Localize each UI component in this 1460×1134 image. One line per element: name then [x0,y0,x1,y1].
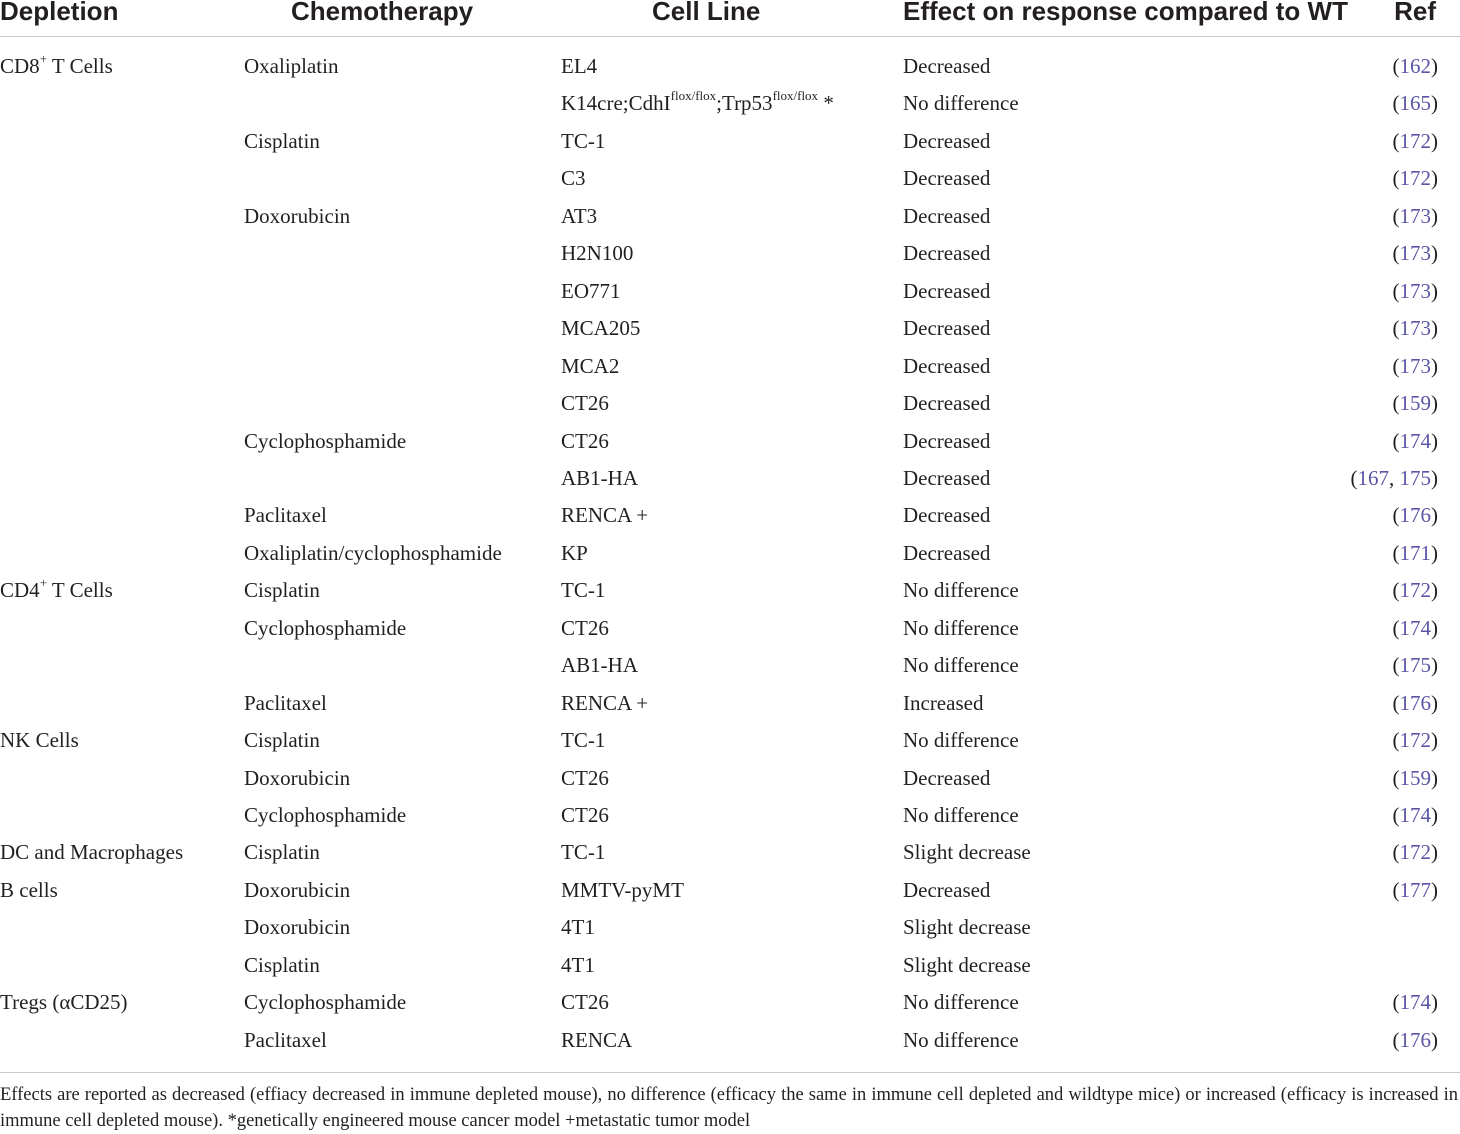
effect-cell [903,797,1019,834]
effect-cell [903,572,1019,609]
table-row [0,160,1460,197]
chemotherapy-cell [244,947,320,984]
effect-text: Decreased [903,465,991,490]
ref-cell: (173) [1392,316,1438,341]
cell-line-text-mid: ;Trp53 [716,91,773,116]
chemotherapy-text: Oxaliplatin/cyclophosphamide [244,540,502,565]
cell-line-cell [561,385,609,422]
reference-link[interactable]: 173 [1399,203,1431,228]
reference-link[interactable]: 159 [1399,765,1431,790]
cell-line-text: EL4 [561,54,598,78]
depletion-text: NK Cells [0,728,79,753]
ref-cell: (173) [1392,241,1438,266]
effect-cell [903,1022,1019,1059]
reference-link[interactable]: 176 [1399,690,1431,715]
cell-line-text: MCA205 [561,316,641,341]
ref-cell: (174) [1392,428,1438,453]
ref-cell: (175) [1392,653,1438,678]
depletion-cell [0,984,128,1021]
cell-line-text: CT26 [561,990,609,1015]
table-row [0,984,1460,1021]
chemotherapy-cell [244,722,320,759]
cell-line-text: AB1-HA [561,653,638,678]
effect-cell [903,235,990,272]
reference-link[interactable]: 174 [1399,428,1431,453]
table-row [0,48,1460,85]
effect-cell [903,647,1019,684]
table-row [0,797,1460,834]
cell-line-text: TC-1 [561,840,606,865]
effect-text: Decreased [903,278,991,303]
effect-cell [903,834,1031,871]
chemotherapy-cell [244,535,502,572]
cell-line-cell [561,348,619,385]
effect-cell [903,385,990,422]
depletion-superscript: + [39,51,48,66]
cell-line-cell [561,160,586,197]
chemotherapy-cell [244,48,338,85]
chemotherapy-text: Paclitaxel [244,690,327,715]
depletion-suffix: T Cells [47,578,113,603]
effect-cell [903,48,990,85]
chemotherapy-cell [244,760,350,797]
reference-link[interactable]: 174 [1399,990,1431,1015]
effect-cell [903,160,990,197]
effect-cell [903,460,990,497]
effect-cell [903,123,990,160]
table-row [0,685,1460,722]
effect-text: Decreased [903,353,991,378]
effect-cell [903,310,990,347]
table-row [0,235,1460,272]
reference-link[interactable]: 174 [1399,615,1431,640]
chemotherapy-cell [244,423,406,460]
reference-link[interactable]: 172 [1399,128,1431,153]
effect-text: Decreased [903,428,991,453]
table-row [0,497,1460,534]
cell-line-text: AB1-HA [561,465,638,490]
cell-line-text: TC-1 [561,578,606,603]
effect-text: Slight decrease [903,840,1031,865]
chemotherapy-text: Doxorubicin [244,877,351,902]
chemotherapy-text: Cisplatin [244,952,320,977]
depletion-cell [0,872,58,909]
ref-cell: (159) [1392,765,1438,790]
header-cell-line: Cell Line [652,0,761,26]
chemotherapy-text: Doxorubicin [244,765,351,790]
table-row [0,610,1460,647]
cell-line-cell [561,572,605,609]
depletion-superscript: + [39,575,48,591]
cell-line-text: CT26 [561,765,609,790]
table-row [0,834,1460,871]
cell-line-cell [561,647,638,684]
depletion-cell [0,722,79,759]
chemotherapy-cell [244,909,350,946]
effect-text: Decreased [903,503,991,528]
cell-line-cell [561,497,648,534]
cell-line-text: CT26 [561,391,609,416]
cell-line-text: TC-1 [561,728,606,753]
chemotherapy-text: Cyclophosphamide [244,615,407,640]
effect-text: No difference [903,1027,1019,1052]
table-bottom-rule [0,1072,1460,1073]
chemotherapy-text: Oxaliplatin [244,54,339,78]
depletion-text: DC and Macrophages [0,840,184,865]
ref-cell: (177) [1392,877,1438,902]
ref-cell: (172) [1392,166,1438,191]
table-row [0,423,1460,460]
chemotherapy-cell [244,834,320,871]
cell-line-text: RENCA + [561,503,649,528]
table-row [0,273,1460,310]
cell-line-cell [561,535,588,572]
cell-line-cell [561,797,609,834]
cell-line-marker: * [818,91,834,116]
depletion-cell [0,48,113,85]
cell-line-text: CT26 [561,803,609,827]
ref-cell: (162) [1392,54,1438,78]
cell-line-text: CT26 [561,428,609,453]
depletion-cell [0,572,113,609]
table-row [0,535,1460,572]
header-ref: Ref [1394,0,1436,26]
reference-link[interactable]: 172 [1399,728,1431,753]
effect-cell [903,348,990,385]
cell-line-text: 4T1 [561,915,595,940]
reference-link[interactable]: 176 [1399,503,1431,528]
cell-line-cell [561,310,640,347]
effect-cell [903,610,1019,647]
cell-line-cell [561,235,633,272]
cell-line-cell [561,685,648,722]
reference-link[interactable]: 172 [1399,578,1431,603]
ref-cell: (172) [1392,578,1438,603]
chemotherapy-cell [244,984,406,1021]
chemotherapy-text: Cyclophosphamide [244,990,407,1015]
cell-line-cell [561,722,605,759]
effect-cell [903,273,990,310]
effect-cell [903,497,990,534]
effect-text: Slight decrease [903,915,1031,940]
cell-line-text: 4T1 [561,952,595,977]
chemotherapy-text: Cisplatin [244,128,320,153]
effect-text: No difference [903,91,1019,116]
ref-cell: (174) [1392,803,1438,827]
effect-text: Decreased [903,241,991,266]
effect-text: Decreased [903,166,991,191]
ref-cell: (176) [1392,690,1438,715]
cell-line-text: AT3 [561,203,598,228]
effect-cell [903,198,990,235]
cell-line-cell [561,909,595,946]
ref-cell: (167, 175) [1350,465,1438,490]
chemotherapy-text: Cyclophosphamide [244,428,407,453]
header-effect: Effect on response compared to WT [903,0,1348,26]
effect-text: Decreased [903,316,991,341]
table-row [0,760,1460,797]
reference-link[interactable]: 162 [1399,54,1431,78]
chemotherapy-cell [244,198,350,235]
table-footnote: Effects are reported as decreased (effiacy decreased in immune depleted mouse), no difference (efficacy the same in immune cell depleted and wildtype mice) or increased (efficacy is increased in immune cell depleted mouse). *genetically engineered mouse cancer model +metastatic tumor model [0,1085,1458,1131]
cell-line-cell [561,423,609,460]
chemotherapy-cell [244,572,320,609]
table-row [0,1022,1460,1059]
reference-link[interactable]: 173 [1399,316,1431,341]
cell-line-text: KP [561,540,588,565]
ref-cell: (176) [1392,503,1438,528]
cell-line-cell [561,1022,632,1059]
reference-link[interactable]: 171 [1399,540,1431,565]
effect-text: No difference [903,578,1019,603]
table-row [0,85,1460,122]
cell-line-cell [561,460,638,497]
effect-text: Decreased [903,877,991,902]
table-row [0,647,1460,684]
cell-line-cell [561,947,595,984]
chemotherapy-cell [244,497,327,534]
cell-line-text: EO771 [561,278,621,303]
ref-cell: (172) [1392,128,1438,153]
header-chemotherapy: Chemotherapy [291,0,474,26]
ref-cell: (165) [1392,91,1438,116]
depletion-text: CD8 [0,54,40,78]
ref-cell: (173) [1392,203,1438,228]
reference-link[interactable]: 177 [1399,877,1431,902]
effect-cell [903,85,1019,122]
chemotherapy-cell [244,872,350,909]
ref-cell: (174) [1392,615,1438,640]
cell-line-cell [561,123,605,160]
ref-cell: (171) [1392,540,1438,565]
table-header [0,0,1460,37]
chemotherapy-text: Doxorubicin [244,915,351,940]
ref-cell: (176) [1392,1027,1438,1052]
chemotherapy-cell [244,610,406,647]
effect-text: No difference [903,653,1019,678]
cell-line-text: TC-1 [561,128,606,153]
chemotherapy-text: Cisplatin [244,578,320,603]
reference-link[interactable]: 173 [1399,353,1431,378]
chemotherapy-text: Paclitaxel [244,1027,327,1052]
cell-line-text: MMTV-pyMT [561,877,684,902]
cell-line-cell [561,834,605,871]
chemotherapy-text: Cyclophosphamide [244,803,407,827]
effect-text: No difference [903,615,1019,640]
chemotherapy-cell [244,685,327,722]
depletion-text: Tregs (αCD25) [0,990,128,1015]
effect-text: Decreased [903,128,991,153]
effect-text: Increased [903,690,984,715]
cell-line-superscript: flox/flox [772,88,819,104]
effect-cell [903,685,983,722]
ref-cell: (172) [1392,728,1438,753]
effect-text: Decreased [903,391,991,416]
chemotherapy-text: Cisplatin [244,840,320,865]
effect-cell [903,423,990,460]
cell-line-cell [561,273,621,310]
cell-line-superscript: flox/flox [670,88,717,104]
chemotherapy-cell [244,123,320,160]
effect-cell [903,535,990,572]
cell-line-cell [561,760,609,797]
reference-link[interactable]: 175 [1399,465,1431,490]
depletion-suffix: T Cells [47,54,113,78]
ref-cell: (172) [1392,840,1438,865]
effect-text: Decreased [903,765,991,790]
chemotherapy-cell [244,797,406,834]
table-row [0,909,1460,946]
effect-cell [903,872,990,909]
reference-link[interactable]: 172 [1399,166,1431,191]
effect-text: No difference [903,728,1019,753]
table-row [0,348,1460,385]
table-row [0,198,1460,235]
cell-line-cell [561,85,834,122]
effect-cell [903,984,1019,1021]
reference-link[interactable]: 173 [1399,278,1431,303]
effect-text: Decreased [903,54,991,78]
ref-cell: (159) [1392,391,1438,416]
reference-link[interactable]: 165 [1399,91,1431,116]
depletion-cell [0,834,183,871]
cell-line-text: H2N100 [561,241,634,266]
table-row [0,872,1460,909]
reference-link[interactable]: 176 [1399,1027,1431,1052]
reference-link[interactable]: 174 [1399,803,1431,827]
reference-link[interactable]: 167 [1357,465,1389,490]
cell-line-cell [561,610,609,647]
chemotherapy-text: Doxorubicin [244,203,351,228]
ref-cell: (173) [1392,278,1438,303]
effect-text: Decreased [903,203,991,228]
effect-cell [903,722,1019,759]
table-row [0,947,1460,984]
table-row [0,460,1460,497]
cell-line-text: K14cre;CdhI [561,91,671,116]
cell-line-cell [561,48,597,85]
effect-text: No difference [903,803,1019,827]
effect-text: Slight decrease [903,952,1031,977]
effect-cell [903,947,1031,984]
cell-line-cell [561,872,684,909]
cell-line-text: CT26 [561,615,609,640]
header-depletion: Depletion [0,0,119,26]
effect-text: Decreased [903,540,991,565]
table-row [0,572,1460,609]
reference-link[interactable]: 172 [1399,840,1431,865]
cell-line-text: MCA2 [561,353,620,378]
table-row [0,722,1460,759]
chemotherapy-cell [244,1022,327,1059]
chemotherapy-text: Paclitaxel [244,503,327,528]
reference-link[interactable]: 159 [1399,391,1431,416]
depletion-text: CD4 [0,578,40,603]
effect-cell [903,909,1031,946]
ref-cell: (173) [1392,353,1438,378]
cell-line-cell [561,198,597,235]
effect-cell [903,760,990,797]
cell-line-cell [561,984,609,1021]
cell-line-text: RENCA [561,1027,633,1052]
table-row [0,385,1460,422]
depletion-text: B cells [0,877,58,902]
ref-cell: (174) [1392,990,1438,1015]
table-row [0,123,1460,160]
reference-link[interactable]: 173 [1399,241,1431,266]
cell-line-text: RENCA + [561,690,649,715]
effect-text: No difference [903,990,1019,1015]
reference-link[interactable]: 175 [1399,653,1431,678]
cell-line-text: C3 [561,166,586,191]
chemotherapy-text: Cisplatin [244,728,320,753]
table-row [0,310,1460,347]
